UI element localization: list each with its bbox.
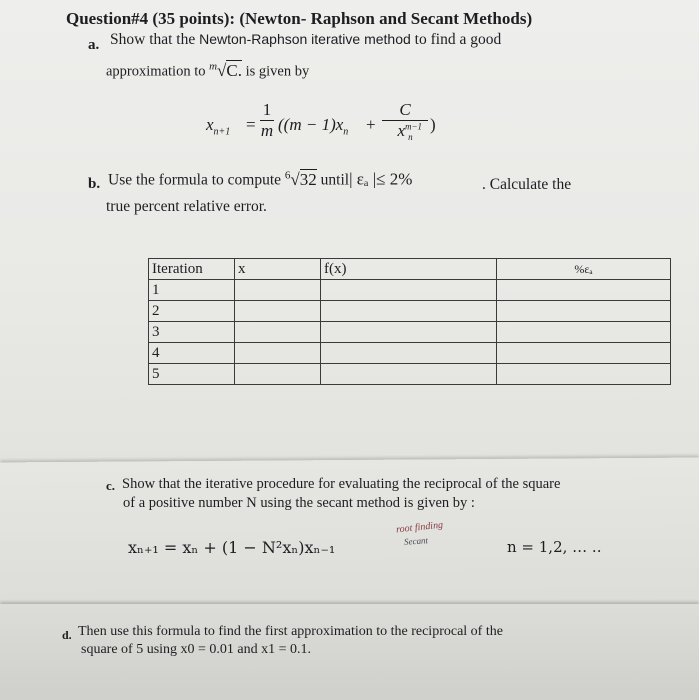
part-c-line2: of a positive number N using the secant method is given by : — [123, 495, 475, 511]
iteration-cell: 2 — [149, 301, 235, 322]
fx-cell — [321, 322, 497, 343]
formula-lhs — [206, 115, 230, 137]
table-row — [149, 343, 671, 364]
part-c-label: c. — [106, 478, 116, 493]
formula-fraction-1 — [260, 100, 274, 141]
error-cell — [497, 343, 671, 364]
b-root-index: 6 — [284, 169, 291, 181]
part-b-line1 — [108, 169, 412, 190]
secant-formula: xₙ₊₁ = xₙ + (1 − N²xₙ)xₙ₋₁ — [128, 538, 336, 557]
part-b-line1-pre: Use the formula to compute — [108, 171, 285, 189]
mth-root-expression: $^m$√C. — [209, 60, 242, 80]
part-c-line1: Show that the iterative procedure for evaluating the reciprocal of the square — [122, 476, 561, 492]
part-a-line1-post: to find a good — [410, 31, 502, 48]
part-d-label: d. — [62, 628, 72, 642]
x-cell — [235, 343, 321, 364]
formula-middle-term: ((m − 1)x — [278, 115, 344, 134]
root-index: m — [209, 60, 218, 72]
part-b-until: until — [316, 171, 350, 189]
iteration-cell: 5 — [149, 364, 235, 385]
newton-raphson-formula — [206, 100, 466, 151]
n-range: n = 1,2, … .. — [507, 538, 602, 556]
header-x: x — [235, 259, 321, 280]
fx-cell — [321, 364, 497, 385]
iteration-cell: 3 — [149, 322, 235, 343]
table-header-row — [149, 259, 671, 280]
formula-lhs-sub: n+1 — [213, 126, 231, 138]
frac2-den-sub: n — [408, 132, 413, 143]
part-d-line1: Then use this formula to find the first approximation to the reciprocal of the — [78, 624, 503, 639]
part-b-line2: true percent relative error. — [106, 198, 267, 215]
x-cell — [235, 364, 321, 385]
frac2-denominator — [382, 120, 428, 142]
formula-middle — [278, 115, 348, 137]
stopping-criterion: | εₐ |≤ 2% — [349, 169, 413, 189]
table-row — [149, 322, 671, 343]
formula-lhs-var: x — [206, 115, 214, 134]
formula-middle-sub: n — [343, 126, 349, 138]
part-a-line2-pre: approximation to — [106, 63, 210, 80]
error-cell — [497, 364, 671, 385]
formula-equals: = — [246, 115, 256, 134]
formula-plus: + — [366, 115, 376, 134]
x-cell — [235, 301, 321, 322]
part-a-line2-post: is given by — [241, 63, 310, 80]
iteration-cell: 4 — [149, 343, 235, 364]
root-radicand: C. — [226, 60, 242, 80]
part-a-line1 — [110, 31, 501, 49]
question-title: Question#4 (35 points): (Newton- Raphson and Secant Methods) — [66, 9, 533, 28]
handwritten-note-root-finding: root finding — [395, 519, 444, 536]
table-row — [149, 364, 671, 385]
table-row — [149, 280, 671, 301]
frac1-numerator: 1 — [262, 100, 272, 119]
error-cell — [497, 322, 671, 343]
part-a-label: a. — [88, 37, 100, 53]
part-a-line2 — [106, 60, 309, 81]
error-cell — [497, 301, 671, 322]
part-d-line2: square of 5 using x0 = 0.01 and x1 = 0.1. — [81, 642, 312, 657]
error-cell — [497, 280, 671, 301]
iteration-cell: 1 — [149, 280, 235, 301]
frac2-den-sup: m−1 — [404, 121, 423, 132]
part-a-method: Newton-Raphson iterative method — [199, 31, 411, 47]
part-b-label: b. — [88, 176, 101, 192]
frac1-denominator: m — [260, 121, 274, 140]
formula-close-paren: ) — [430, 115, 436, 134]
header-fx: f(x) — [321, 259, 497, 280]
fx-cell — [321, 280, 497, 301]
frac2-den-var: x — [397, 121, 405, 140]
part-a-line1-pre: Show that the — [110, 31, 200, 48]
formula-fraction-2 — [382, 100, 428, 142]
fx-cell — [321, 343, 497, 364]
x-cell — [235, 322, 321, 343]
iteration-table — [148, 258, 671, 385]
fx-cell — [321, 301, 497, 322]
header-percent-error: %εₐ — [497, 259, 671, 280]
sixth-root-expression: $^6$√32 — [284, 169, 317, 189]
b-root-radicand: 32 — [299, 169, 317, 189]
part-b-line1-post: . Calculate the — [482, 176, 572, 193]
handwritten-note-secant: Secant — [403, 535, 429, 547]
frac2-numerator: C — [399, 100, 411, 119]
table-row — [149, 301, 671, 322]
x-cell — [235, 280, 321, 301]
header-iteration: Iteration — [149, 259, 235, 280]
